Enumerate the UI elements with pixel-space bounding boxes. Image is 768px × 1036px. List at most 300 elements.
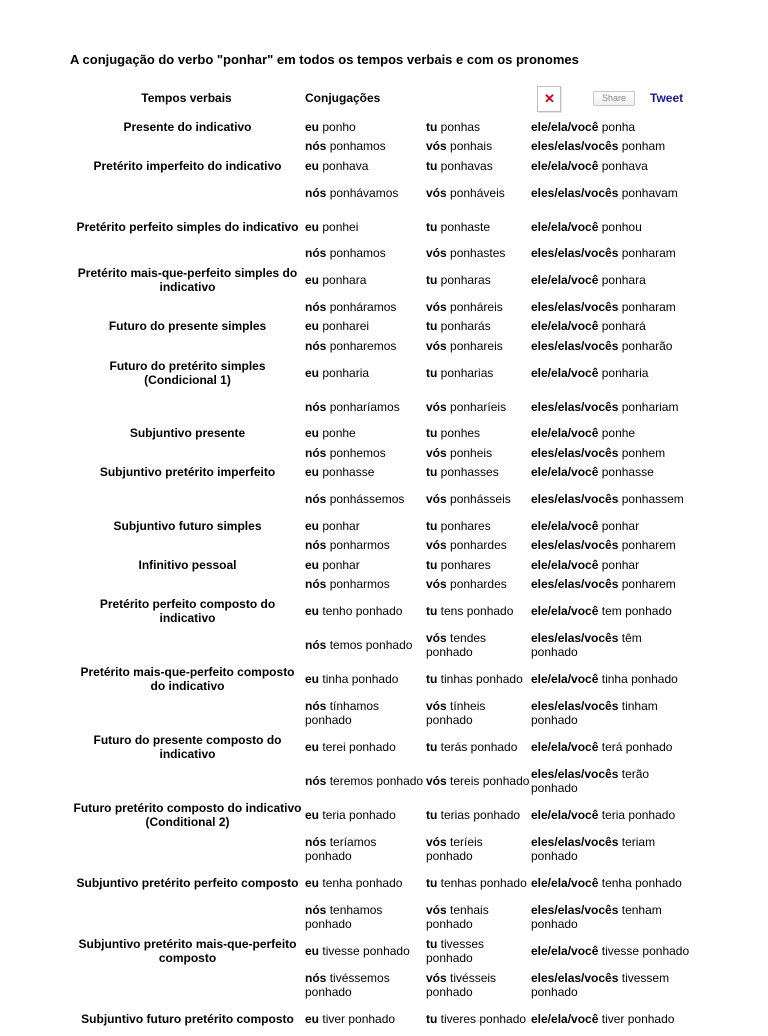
pronoun: tu (426, 119, 438, 134)
conjugation-cell (426, 176, 531, 210)
page-title: A conjugação do verbo "ponhar" em todos os tempos verbais e com os pronomes (70, 52, 579, 67)
conjugation-cell (426, 390, 531, 424)
pronoun: tu (426, 465, 438, 480)
conjugation-cell (305, 317, 426, 337)
pronoun: nós (305, 338, 327, 353)
conjugation-cell (305, 117, 426, 137)
conjugation-cell (426, 317, 531, 337)
pronoun: eu (305, 273, 320, 287)
verb-form: ponhemos (329, 445, 386, 460)
verb-form: tivesse ponhado (601, 944, 690, 958)
verb-form: têm ponhado (531, 631, 642, 659)
tense-cell (70, 210, 305, 244)
pronoun: vós (426, 631, 447, 645)
conjugation-cell (305, 1002, 426, 1036)
table-row (70, 1002, 690, 1036)
pronoun: tu (426, 319, 438, 334)
conjugation-cell (531, 555, 690, 575)
conjugation-cell (305, 968, 426, 1002)
conjugation-cell (426, 482, 531, 516)
tenses-column-header: Tempos verbais (141, 91, 232, 105)
pronoun: nós (305, 835, 327, 849)
verb-form: terei ponhado (322, 740, 396, 754)
pronoun: eu (305, 808, 320, 822)
pronoun: nós (305, 538, 327, 553)
verb-form: ponharas (440, 273, 491, 287)
pronoun: nós (305, 299, 327, 314)
tense-label: Subjuntivo futuro pretérito composto (81, 1012, 294, 1026)
pronoun: ele/ela/você (531, 557, 599, 572)
conjugation-cell (305, 516, 426, 536)
conjugation-cell (531, 137, 690, 157)
pronoun: nós (305, 139, 327, 154)
verb-form: ponháreis (450, 299, 503, 314)
pronoun: nós (305, 774, 327, 788)
verb-form: tinham ponhado (531, 699, 658, 727)
verb-form: tinhas ponhado (440, 672, 523, 686)
tense-cell (70, 317, 305, 337)
verb-form: tinha ponhado (322, 672, 399, 686)
conjugation-cell (305, 176, 426, 210)
conjugation-cell (305, 336, 426, 356)
verb-form: ponhaste (440, 219, 491, 234)
conjugation-cell (531, 443, 690, 463)
verb-form: tivessem ponhado (531, 971, 670, 999)
table-row (70, 798, 690, 832)
pronoun: vós (426, 971, 447, 985)
table-row (70, 443, 690, 463)
verb-form: ponhardes (450, 577, 507, 592)
pronoun: ele/ela/você (531, 604, 599, 618)
conjugation-cell (426, 594, 531, 628)
pronoun: eu (305, 557, 320, 572)
table-row (70, 336, 690, 356)
pronoun: vós (426, 299, 447, 314)
verb-form: ponhasse (322, 465, 375, 480)
conjugation-cell (426, 210, 531, 244)
tense-label: Subjuntivo pretérito imperfeito (99, 465, 276, 480)
verb-form: tens ponhado (440, 604, 514, 618)
pronoun: vós (426, 774, 447, 788)
conjugation-cell (426, 662, 531, 696)
verb-form: temos ponhado (329, 638, 413, 652)
table-row (70, 832, 690, 866)
verb-form: ponhardes (450, 538, 507, 553)
pronoun: eu (305, 518, 320, 533)
conjugation-cell (426, 628, 531, 662)
conjugation-cell (531, 356, 690, 390)
conjugation-cell (305, 244, 426, 264)
pronoun: tu (426, 273, 438, 287)
conjugation-cell (305, 594, 426, 628)
pronoun: ele/ela/você (531, 944, 599, 958)
pronoun: tu (426, 365, 438, 380)
conjugation-cell (531, 297, 690, 317)
conjugation-cell (531, 117, 690, 137)
pronoun: eles/elas/vocês (531, 835, 619, 849)
tense-cell (70, 968, 305, 1002)
pronoun: eu (305, 426, 320, 441)
conjugation-cell (531, 336, 690, 356)
pronoun: nós (305, 185, 327, 200)
verb-form: ponhamos (329, 246, 386, 261)
verb-form: ponhei (322, 219, 359, 234)
pronoun: eu (305, 876, 320, 890)
table-row (70, 390, 690, 424)
conjugation-cell (531, 968, 690, 1002)
tense-label: Subjuntivo pretérito perfeito composto (76, 876, 299, 890)
verb-form: tendes ponhado (426, 631, 487, 659)
tense-cell (70, 575, 305, 595)
verb-form: tenhamos ponhado (305, 903, 383, 931)
table-row (70, 628, 690, 662)
pronoun: eu (305, 219, 320, 234)
pronoun: eu (305, 119, 320, 134)
conjugation-cell (305, 536, 426, 556)
tense-label: Pretérito imperfeito do indicativo (93, 158, 282, 173)
verb-form: ponhava (322, 158, 369, 173)
conjugation-cell (531, 1002, 690, 1036)
verb-form: ponharíeis (450, 399, 507, 414)
pronoun: nós (305, 699, 327, 713)
table-row (70, 297, 690, 317)
pronoun: tu (426, 876, 438, 890)
pronoun: nós (305, 246, 327, 261)
pronoun: eu (305, 465, 320, 480)
pronoun: tu (426, 1012, 438, 1026)
verb-form: tivesse ponhado (322, 944, 410, 958)
tense-label: Subjuntivo pretérito mais-que-perfeito composto (78, 937, 297, 965)
verb-form: ponhares (440, 557, 491, 572)
conjugation-cell (426, 575, 531, 595)
verb-form: ponhastes (450, 246, 506, 261)
tense-cell (70, 463, 305, 483)
pronoun: eles/elas/vocês (531, 538, 619, 553)
verb-form: ponháramos (329, 299, 397, 314)
conjugation-cell (531, 516, 690, 536)
conjugation-cell (531, 866, 690, 900)
table-row (70, 244, 690, 264)
conjugation-cell (531, 832, 690, 866)
conjugation-cell (305, 263, 426, 297)
verb-form: tiveres ponhado (440, 1012, 527, 1026)
verb-form: ponhais (450, 139, 493, 154)
verb-form: tenha ponhado (601, 876, 682, 890)
verb-form: ponharia (601, 365, 649, 380)
verb-form: ponhem (621, 445, 666, 460)
pronoun: vós (426, 338, 447, 353)
conjugation-cell (531, 244, 690, 264)
verb-form: teria ponhado (322, 808, 396, 822)
broken-image-icon[interactable] (537, 86, 561, 112)
tense-cell (70, 156, 305, 176)
conjugation-cell (426, 968, 531, 1002)
verb-form: teríamos ponhado (305, 835, 377, 863)
pronoun: vós (426, 246, 447, 261)
pronoun: ele/ela/você (531, 273, 599, 287)
pronoun: ele/ela/você (531, 365, 599, 380)
verb-form: ponhásseis (450, 492, 511, 506)
conjugation-cell (305, 730, 426, 764)
verb-form: ponhareis (450, 338, 503, 353)
verb-form: tiver ponhado (601, 1012, 675, 1026)
verb-form: ponhavas (440, 158, 493, 173)
conjugation-cell (305, 832, 426, 866)
pronoun: eles/elas/vocês (531, 903, 619, 917)
verb-form: tínheis ponhado (426, 699, 486, 727)
pronoun: eles/elas/vocês (531, 399, 619, 414)
pronoun: vós (426, 185, 447, 200)
tense-cell (70, 137, 305, 157)
conjugation-cell (305, 662, 426, 696)
pronoun: eles/elas/vocês (531, 299, 619, 314)
tense-label: Pretérito perfeito composto do indicativo (99, 597, 276, 625)
verb-form: tivésseis ponhado (426, 971, 497, 999)
conjugation-cell (426, 900, 531, 934)
conjugation-cell (531, 628, 690, 662)
tense-label: Pretérito perfeito simples do indicativo (76, 219, 299, 234)
pronoun: eles/elas/vocês (531, 631, 619, 645)
verb-form: tínhamos ponhado (305, 699, 380, 727)
table-row (70, 263, 690, 297)
pronoun: vós (426, 577, 447, 592)
conjugation-cell (426, 297, 531, 317)
conjugation-cell (531, 156, 690, 176)
conjugation-cell (531, 934, 690, 968)
verb-form: ponharíamos (329, 399, 400, 414)
tense-cell (70, 662, 305, 696)
conjugation-cell (305, 575, 426, 595)
tense-cell (70, 696, 305, 730)
conjugation-cell (426, 356, 531, 390)
pronoun: tu (426, 808, 438, 822)
verb-form: ponhares (440, 518, 491, 533)
pronoun: tu (426, 518, 438, 533)
pronoun: ele/ela/você (531, 319, 599, 334)
verb-form: ponho (322, 119, 356, 134)
conjugation-cell (531, 424, 690, 444)
share-button[interactable]: Share (593, 91, 635, 106)
pronoun: eles/elas/vocês (531, 445, 619, 460)
conjugation-cell (531, 575, 690, 595)
conjugation-cell (426, 516, 531, 536)
conjugation-cell (531, 662, 690, 696)
table-row (70, 463, 690, 483)
tense-label: Infinitivo pessoal (138, 557, 237, 572)
verb-form: ponharam (621, 246, 676, 261)
conjugation-cell (426, 1002, 531, 1036)
table-row (70, 575, 690, 595)
pronoun: vós (426, 699, 447, 713)
conjugation-cell (426, 117, 531, 137)
tense-label: Pretérito mais-que-perfeito composto do indicativo (80, 665, 295, 693)
conjugation-cell (531, 263, 690, 297)
pronoun: ele/ela/você (531, 158, 599, 173)
pronoun: vós (426, 903, 447, 917)
table-row (70, 536, 690, 556)
tense-cell (70, 117, 305, 137)
verb-form: ponhara (322, 273, 367, 287)
tense-label: Pretérito mais-que-perfeito simples do indicativo (77, 266, 298, 294)
conjugation-cell (426, 764, 531, 798)
pronoun: eu (305, 365, 320, 380)
verb-form: ponharás (440, 319, 491, 334)
pronoun: nós (305, 971, 327, 985)
verb-form: ponheis (450, 445, 493, 460)
tense-cell (70, 934, 305, 968)
pronoun: ele/ela/você (531, 426, 599, 441)
conjugation-cell (305, 210, 426, 244)
verb-form: tiver ponhado (322, 1012, 396, 1026)
pronoun: eles/elas/vocês (531, 185, 619, 200)
conjugation-cell (531, 390, 690, 424)
verb-form: terás ponhado (440, 740, 518, 754)
conjugation-cell (426, 263, 531, 297)
pronoun: ele/ela/você (531, 219, 599, 234)
pronoun: tu (426, 672, 438, 686)
pronoun: ele/ela/você (531, 876, 599, 890)
tense-label: Subjuntivo presente (129, 426, 246, 441)
pronoun: eles/elas/vocês (531, 767, 619, 781)
pronoun: vós (426, 538, 447, 553)
verb-form: ponháveis (450, 185, 505, 200)
pronoun: eu (305, 319, 320, 334)
pronoun: eu (305, 158, 320, 173)
verb-form: ponharem (621, 577, 676, 592)
tense-cell (70, 900, 305, 934)
pronoun: eu (305, 604, 320, 618)
pronoun: nós (305, 445, 327, 460)
conjugation-cell (426, 443, 531, 463)
conjugation-cell (305, 443, 426, 463)
verb-form: ponhavam (621, 185, 678, 200)
tense-cell (70, 244, 305, 264)
table-row (70, 356, 690, 390)
conjugation-cell (305, 866, 426, 900)
verb-form: ponhassem (621, 492, 684, 506)
pronoun: ele/ela/você (531, 1012, 599, 1026)
pronoun: nós (305, 399, 327, 414)
conjugation-cell (305, 696, 426, 730)
pronoun: tu (426, 604, 438, 618)
table-row (70, 730, 690, 764)
verb-form: tenho ponhado (322, 604, 403, 618)
pronoun: vós (426, 492, 447, 506)
conjugation-cell (531, 536, 690, 556)
tense-cell (70, 536, 305, 556)
table-row (70, 662, 690, 696)
conjugation-cell (305, 798, 426, 832)
tweet-link[interactable]: Tweet (650, 91, 684, 105)
verb-form: teremos ponhado (329, 774, 424, 788)
verb-form: ponhar (322, 518, 360, 533)
conjugation-cell (426, 536, 531, 556)
table-row (70, 866, 690, 900)
pronoun: vós (426, 139, 447, 154)
verb-form: ponharão (621, 338, 673, 353)
pronoun: vós (426, 445, 447, 460)
tense-label: Subjuntivo futuro simples (113, 518, 262, 533)
pronoun: ele/ela/você (531, 465, 599, 480)
tense-cell (70, 336, 305, 356)
tense-cell (70, 443, 305, 463)
close-icon: ✕ (544, 91, 555, 106)
conjugation-cell (305, 297, 426, 317)
pronoun: nós (305, 492, 327, 506)
conjugation-cell (426, 156, 531, 176)
table-row (70, 117, 690, 137)
verb-form: ponhamos (329, 139, 386, 154)
tense-cell (70, 866, 305, 900)
conjugation-cell (305, 482, 426, 516)
conjugation-cell (426, 934, 531, 968)
pronoun: eles/elas/vocês (531, 338, 619, 353)
verb-form: ponhássemos (329, 492, 405, 506)
tense-cell (70, 424, 305, 444)
conjugation-cell (531, 798, 690, 832)
verb-form: tereis ponhado (450, 774, 530, 788)
verb-form: ponhariam (621, 399, 679, 414)
verb-form: ponharias (440, 365, 494, 380)
pronoun: tu (426, 557, 438, 572)
verb-form: terias ponhado (440, 808, 521, 822)
conjugation-cell (426, 336, 531, 356)
verb-form: ponharmos (329, 538, 390, 553)
conjugation-cell (426, 866, 531, 900)
verb-form: tenham ponhado (531, 903, 662, 931)
table-row (70, 156, 690, 176)
conjugation-cell (426, 798, 531, 832)
tense-cell (70, 832, 305, 866)
verb-form: teria ponhado (601, 808, 676, 822)
table-row (70, 210, 690, 244)
conjugation-cell (531, 764, 690, 798)
conjugation-cell (305, 900, 426, 934)
pronoun: tu (426, 158, 438, 173)
tense-cell (70, 730, 305, 764)
table-row (70, 317, 690, 337)
verb-form: terá ponhado (601, 740, 673, 754)
tense-cell (70, 764, 305, 798)
conjugation-cell (531, 317, 690, 337)
table-row (70, 137, 690, 157)
verb-form: tivéssemos ponhado (305, 971, 390, 999)
tense-label: Futuro pretérito composto do indicativo (Conditional 2) (73, 801, 302, 829)
conjugation-cell (305, 463, 426, 483)
tense-cell (70, 594, 305, 628)
tense-cell (70, 263, 305, 297)
conjugation-cell (305, 137, 426, 157)
conjugation-cell (305, 628, 426, 662)
pronoun: eu (305, 1012, 320, 1026)
verb-form: ponhar (601, 518, 640, 533)
verb-form: ponhávamos (329, 185, 399, 200)
verb-form: teríeis ponhado (426, 835, 483, 863)
conjugation-cell (426, 463, 531, 483)
pronoun: tu (426, 426, 438, 441)
verb-form: terão ponhado (531, 767, 650, 795)
table-row (70, 424, 690, 444)
conjugation-cell (531, 730, 690, 764)
table-row (70, 764, 690, 798)
pronoun: nós (305, 638, 327, 652)
table-row (70, 900, 690, 934)
table-row (70, 594, 690, 628)
verb-form: ponhes (440, 426, 481, 441)
pronoun: eu (305, 672, 320, 686)
pronoun: tu (426, 740, 438, 754)
tense-cell (70, 516, 305, 536)
